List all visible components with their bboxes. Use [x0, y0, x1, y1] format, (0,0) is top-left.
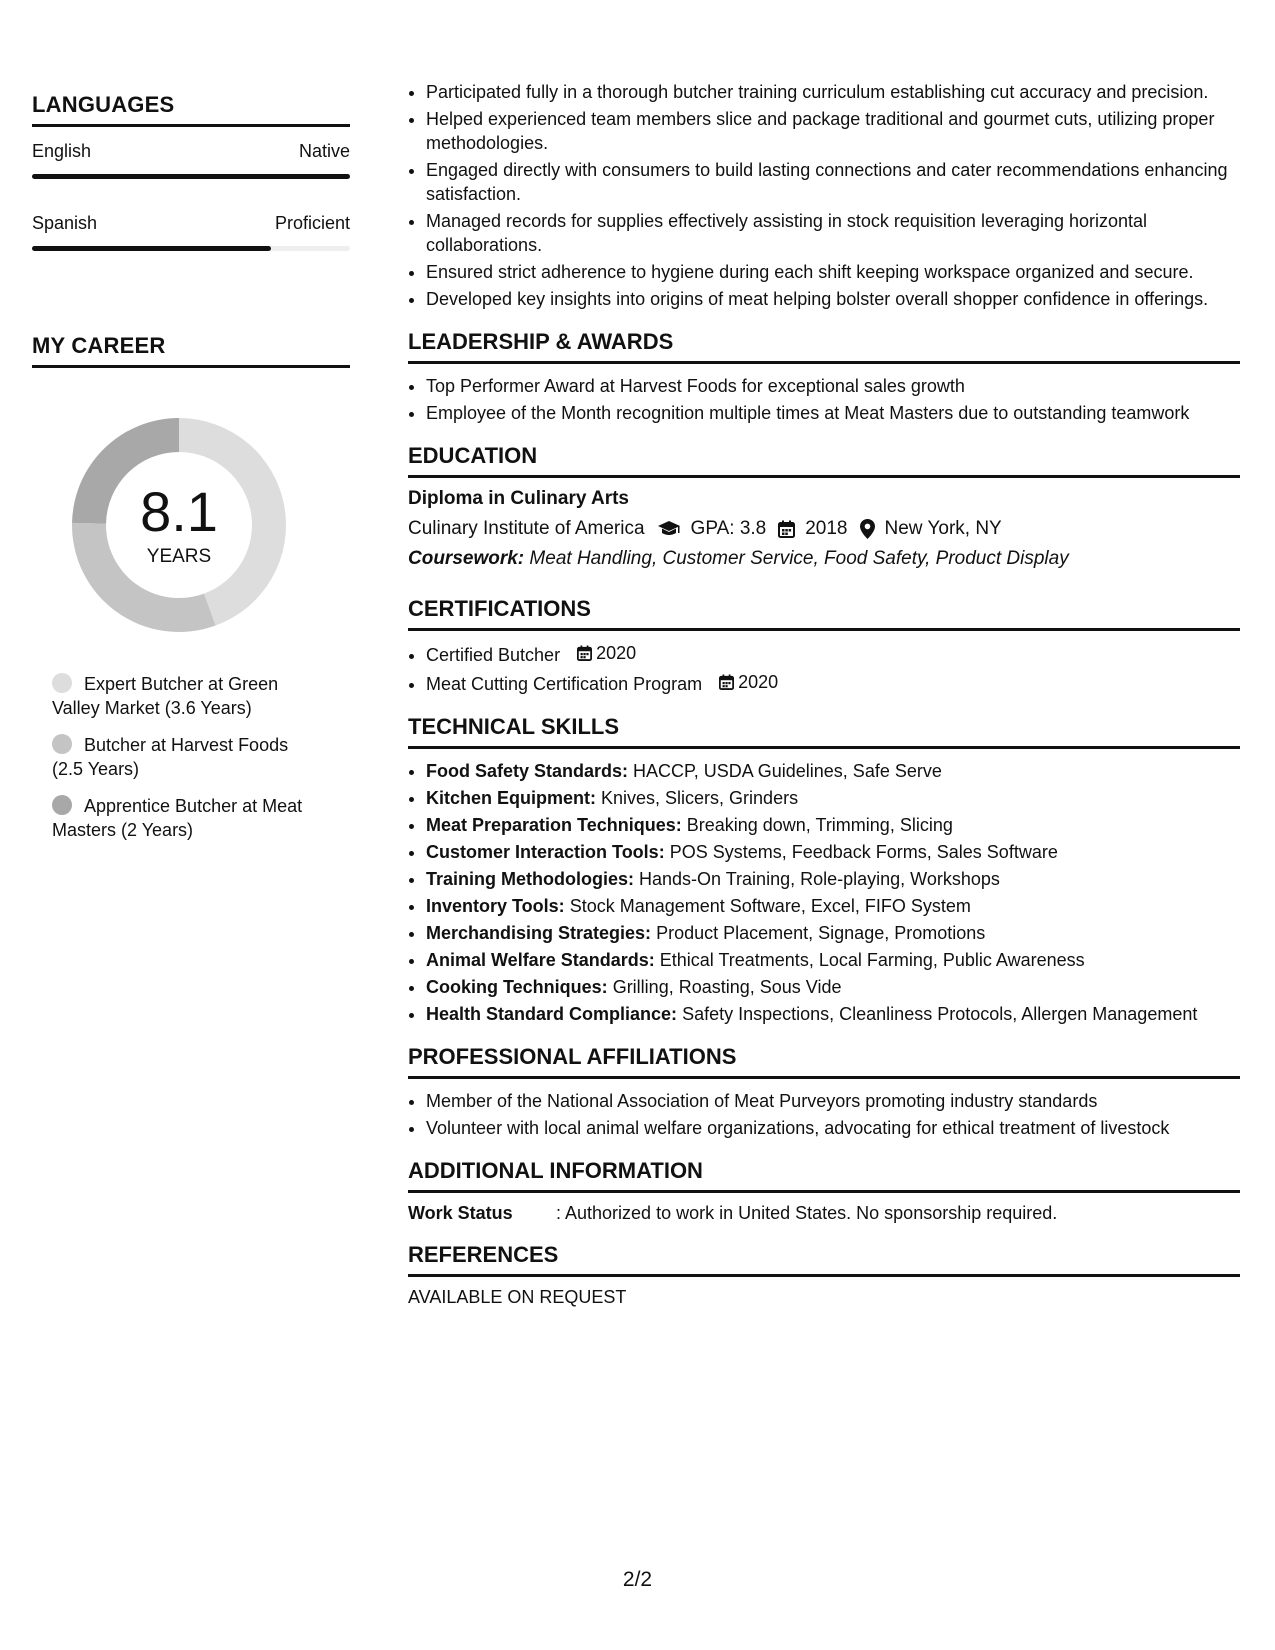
skill-value: Safety Inspections, Cleanliness Protocols, Allergen Management	[682, 1004, 1198, 1024]
legend-label: Butcher at Harvest Foods (2.5 Years)	[52, 735, 289, 779]
leadership-title: LEADERSHIP & AWARDS	[408, 329, 1240, 364]
affiliations-title: PROFESSIONAL AFFILIATIONS	[408, 1044, 1240, 1079]
language-spanish	[32, 213, 350, 251]
skill-value: Knives, Slicers, Grinders	[601, 788, 799, 808]
certification-name: Certified Butcher	[426, 645, 561, 665]
experience-bullet: • Engaged directly with consumers to build lasting connections and cater recommendations enhancing satisfaction.	[426, 158, 1240, 206]
skill-label: Animal Welfare Standards:	[426, 950, 655, 970]
coursework-value: Meat Handling, Customer Service, Food Safety, Product Display	[529, 548, 1069, 569]
leadership-list	[408, 374, 1240, 425]
education-details	[408, 518, 1240, 540]
education-year: 2018	[805, 518, 848, 539]
skills-title: TECHNICAL SKILLS	[408, 714, 1240, 749]
language-level: Proficient	[274, 213, 350, 233]
legend-dot	[52, 673, 72, 693]
experience-bullet: • Participated fully in a thorough butcher training curriculum establishing cut accuracy and precision.	[426, 80, 1240, 104]
skill-value: Grilling, Roasting, Sous Vide	[612, 977, 842, 997]
language-bar-fill	[32, 246, 271, 251]
languages-title: LANGUAGES	[32, 92, 350, 127]
skill-label: Cooking Techniques:	[426, 977, 608, 997]
location-pin-icon	[860, 519, 875, 539]
certification-year: 2020	[738, 672, 779, 692]
skill-value: Product Placement, Signage, Promotions	[656, 923, 986, 943]
language-bar-fill	[32, 174, 350, 179]
skill-item	[426, 894, 1240, 918]
skill-value: Ethical Treatments, Local Farming, Public Awareness	[659, 950, 1085, 970]
certifications-title: CERTIFICATIONS	[408, 596, 1240, 631]
skill-label: Merchandising Strategies:	[426, 923, 652, 943]
graduation-cap-icon	[657, 520, 681, 538]
references-text: AVAILABLE ON REQUEST	[408, 1287, 627, 1307]
experience-bullet: • Managed records for supplies effectively assisting in stock requisition leveraging horizontal collaborations.	[426, 209, 1240, 257]
language-name: Spanish	[32, 213, 98, 233]
skill-label: Kitchen Equipment:	[426, 788, 596, 808]
work-status-label: Work Status	[408, 1203, 513, 1223]
legend-dot	[52, 795, 72, 815]
skill-item	[426, 840, 1240, 864]
leadership-item: • Top Performer Award at Harvest Foods for exceptional sales growth	[426, 374, 1240, 398]
language-english	[32, 141, 350, 179]
certification-year: 2020	[596, 643, 637, 663]
legend-label: Expert Butcher at Green Valley Market (3.6 Years)	[52, 674, 279, 718]
calendar-icon	[577, 645, 592, 661]
calendar-icon	[719, 674, 734, 690]
leadership-item: • Employee of the Month recognition multiple times at Meat Masters due to outstanding teamwork	[426, 401, 1240, 425]
language-level: Native	[298, 141, 350, 161]
education-school: Culinary Institute of America	[408, 518, 645, 539]
skill-item	[426, 975, 1240, 999]
skill-label: Customer Interaction Tools:	[426, 842, 665, 862]
legend-item	[52, 733, 322, 781]
skill-item	[426, 1002, 1240, 1026]
certification-date	[577, 641, 636, 665]
skill-label: Health Standard Compliance:	[426, 1004, 678, 1024]
career-total: 8.1	[140, 480, 218, 543]
skill-value: Hands-On Training, Role-playing, Workshops	[639, 869, 1000, 889]
skill-item	[426, 948, 1240, 972]
right-column	[408, 80, 1240, 1308]
affiliation-item: • Volunteer with local animal welfare organizations, advocating for ethical treatment of livestock	[426, 1116, 1240, 1140]
career-legend	[32, 672, 350, 842]
language-bar	[32, 246, 350, 251]
language-bar	[32, 174, 350, 179]
legend-dot	[52, 734, 72, 754]
education-degree: Diploma in Culinary Arts	[408, 488, 629, 509]
certification-name: Meat Cutting Certification Program	[426, 674, 703, 694]
certification-date	[719, 670, 778, 694]
legend-item	[52, 672, 322, 720]
skill-label: Training Methodologies:	[426, 869, 634, 889]
education-gpa: GPA: 3.8	[690, 518, 767, 539]
experience-bullets	[408, 80, 1240, 311]
skill-label: Inventory Tools:	[426, 896, 565, 916]
page-number: 2/2	[622, 1568, 653, 1591]
experience-bullet: • Developed key insights into origins of meat helping bolster overall shopper confidence in offerings.	[426, 287, 1240, 311]
skill-label: Food Safety Standards:	[426, 761, 629, 781]
language-name: English	[32, 141, 92, 161]
skill-item	[426, 813, 1240, 837]
legend-item	[52, 794, 322, 842]
skill-value: Stock Management Software, Excel, FIFO System	[569, 896, 971, 916]
legend-label: Apprentice Butcher at Meat Masters (2 Years)	[52, 796, 303, 840]
skill-item	[426, 759, 1240, 783]
certification-item	[426, 670, 1240, 696]
skill-item	[426, 921, 1240, 945]
skills-list	[408, 759, 1240, 1026]
experience-bullet: • Ensured strict adherence to hygiene during each shift keeping workspace organized and secure.	[426, 260, 1240, 284]
calendar-icon	[778, 520, 795, 538]
experience-bullet: • Helped experienced team members slice and package traditional and gourmet cuts, utilizing proper methodologies.	[426, 107, 1240, 155]
references-title: REFERENCES	[408, 1242, 1240, 1277]
affiliations-list	[408, 1089, 1240, 1140]
skill-value: HACCP, USDA Guidelines, Safe Serve	[633, 761, 942, 781]
skill-item	[426, 867, 1240, 891]
skill-value: Breaking down, Trimming, Slicing	[686, 815, 953, 835]
skill-label: Meat Preparation Techniques:	[426, 815, 682, 835]
left-column	[32, 92, 350, 855]
education-location: New York, NY	[884, 518, 1002, 539]
work-status-row	[408, 1203, 1240, 1224]
career-donut	[66, 412, 292, 638]
affiliation-item: • Member of the National Association of Meat Purveyors promoting industry standards	[426, 1089, 1240, 1113]
coursework-label: Coursework:	[408, 548, 525, 569]
certifications-list	[408, 641, 1240, 696]
certification-item	[426, 641, 1240, 667]
career-title: MY CAREER	[32, 333, 350, 368]
work-status-value: : Authorized to work in United States. No sponsorship required.	[556, 1203, 1058, 1223]
education-coursework	[408, 548, 1240, 570]
education-title: EDUCATION	[408, 443, 1240, 478]
additional-title: ADDITIONAL INFORMATION	[408, 1158, 1240, 1193]
skill-item	[426, 786, 1240, 810]
skill-value: POS Systems, Feedback Forms, Sales Software	[669, 842, 1058, 862]
career-unit: YEARS	[146, 546, 212, 567]
